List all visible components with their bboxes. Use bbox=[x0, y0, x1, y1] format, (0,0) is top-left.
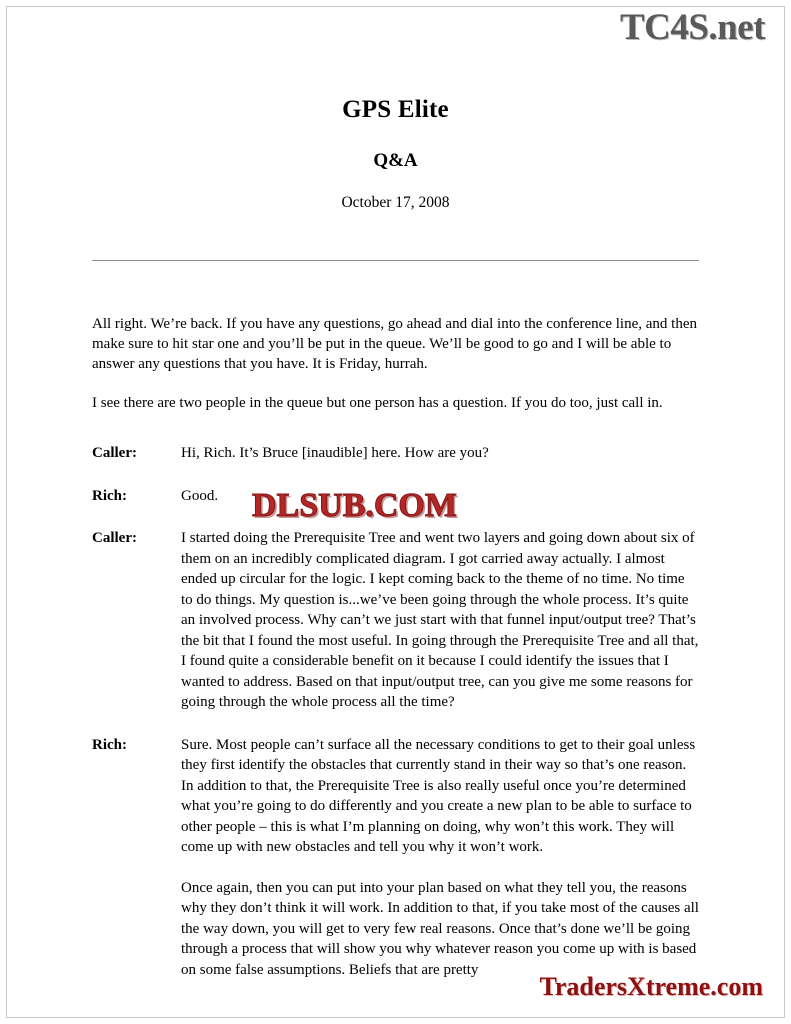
intro-paragraph-2: I see there are two people in the queue but one person has a question. If you do too, just call in. bbox=[92, 395, 663, 411]
speech-text bbox=[181, 443, 699, 464]
transcript-row bbox=[92, 528, 699, 713]
speaker-label: Rich: bbox=[92, 736, 127, 753]
speech-paragraph: Good. bbox=[181, 487, 219, 504]
speaker-label: Rich: bbox=[92, 487, 127, 504]
intro-paragraph-1: All right. We’re back. If you have any questions, go ahead and dial into the conference line, and then make sure to hit star one and you’ll be put in the queue. We’ll be good to go and I will be able to answer any questions that you have. It is Friday, hurrah. bbox=[92, 316, 697, 372]
speech-paragraph: Once again, then you can put into your plan based on what they tell you, the reasons why they don’t think it will work. In addition to that, if you take most of the causes all the way down, you will get to very few real reasons. Once that’s done we’ll be going through a process that will show you why whatever reason you come up with is based on some false assumptions. Beliefs that are pretty bbox=[181, 879, 699, 978]
speech-paragraph: Sure. Most people can’t surface all the necessary conditions to get to their goal unless they first identify the obstacles that currently stand in their way so that’s one reason. In addition to that, the Prerequisite Tree is also really useful once you’re determined what you’re going to do differently and you create a new plan to be able to surface to other people – this is what I’m planning on doing, why won’t this work. They will come up with new obstacles and tell you why it won’t work. bbox=[181, 736, 696, 855]
watermark-bottom-right: TradersXtreme.com bbox=[539, 972, 763, 1001]
speech-paragraph: Hi, Rich. It’s Bruce [inaudible] here. How are you? bbox=[181, 445, 489, 461]
watermark-center: DLSUB.COM bbox=[252, 487, 457, 524]
transcript-row bbox=[92, 443, 699, 464]
transcript-row bbox=[92, 735, 699, 981]
document-subtitle: Q&A bbox=[373, 150, 418, 171]
speech-text bbox=[181, 528, 699, 713]
speech-paragraph: I started doing the Prerequisite Tree and went two layers and going down about six of them on an incredibly complicated diagram. I got carried away actually. I almost ended up circular for the logic. I kept coming back to the theme of no time. No time to do things. My question is...we’ve been going through the whole process. It’s quite an involved process. Why can’t we just start with that funnel input/output tree? That’s the bit that I found the most useful. In going through the Prerequisite Tree and all that, I found quite a considerable benefit on it because I could identify the issues that I wanted to address. Based on that input/output tree, can you give me some reasons for going through the whole process all the time? bbox=[181, 530, 699, 710]
document-date: October 17, 2008 bbox=[341, 194, 450, 211]
horizontal-divider bbox=[92, 260, 699, 261]
speaker-label: Caller: bbox=[92, 445, 137, 461]
speaker-label: Caller: bbox=[92, 530, 137, 546]
watermark-top-right: TC4S.net bbox=[619, 7, 765, 48]
page-title: GPS Elite bbox=[342, 96, 449, 123]
speech-text bbox=[181, 735, 699, 981]
